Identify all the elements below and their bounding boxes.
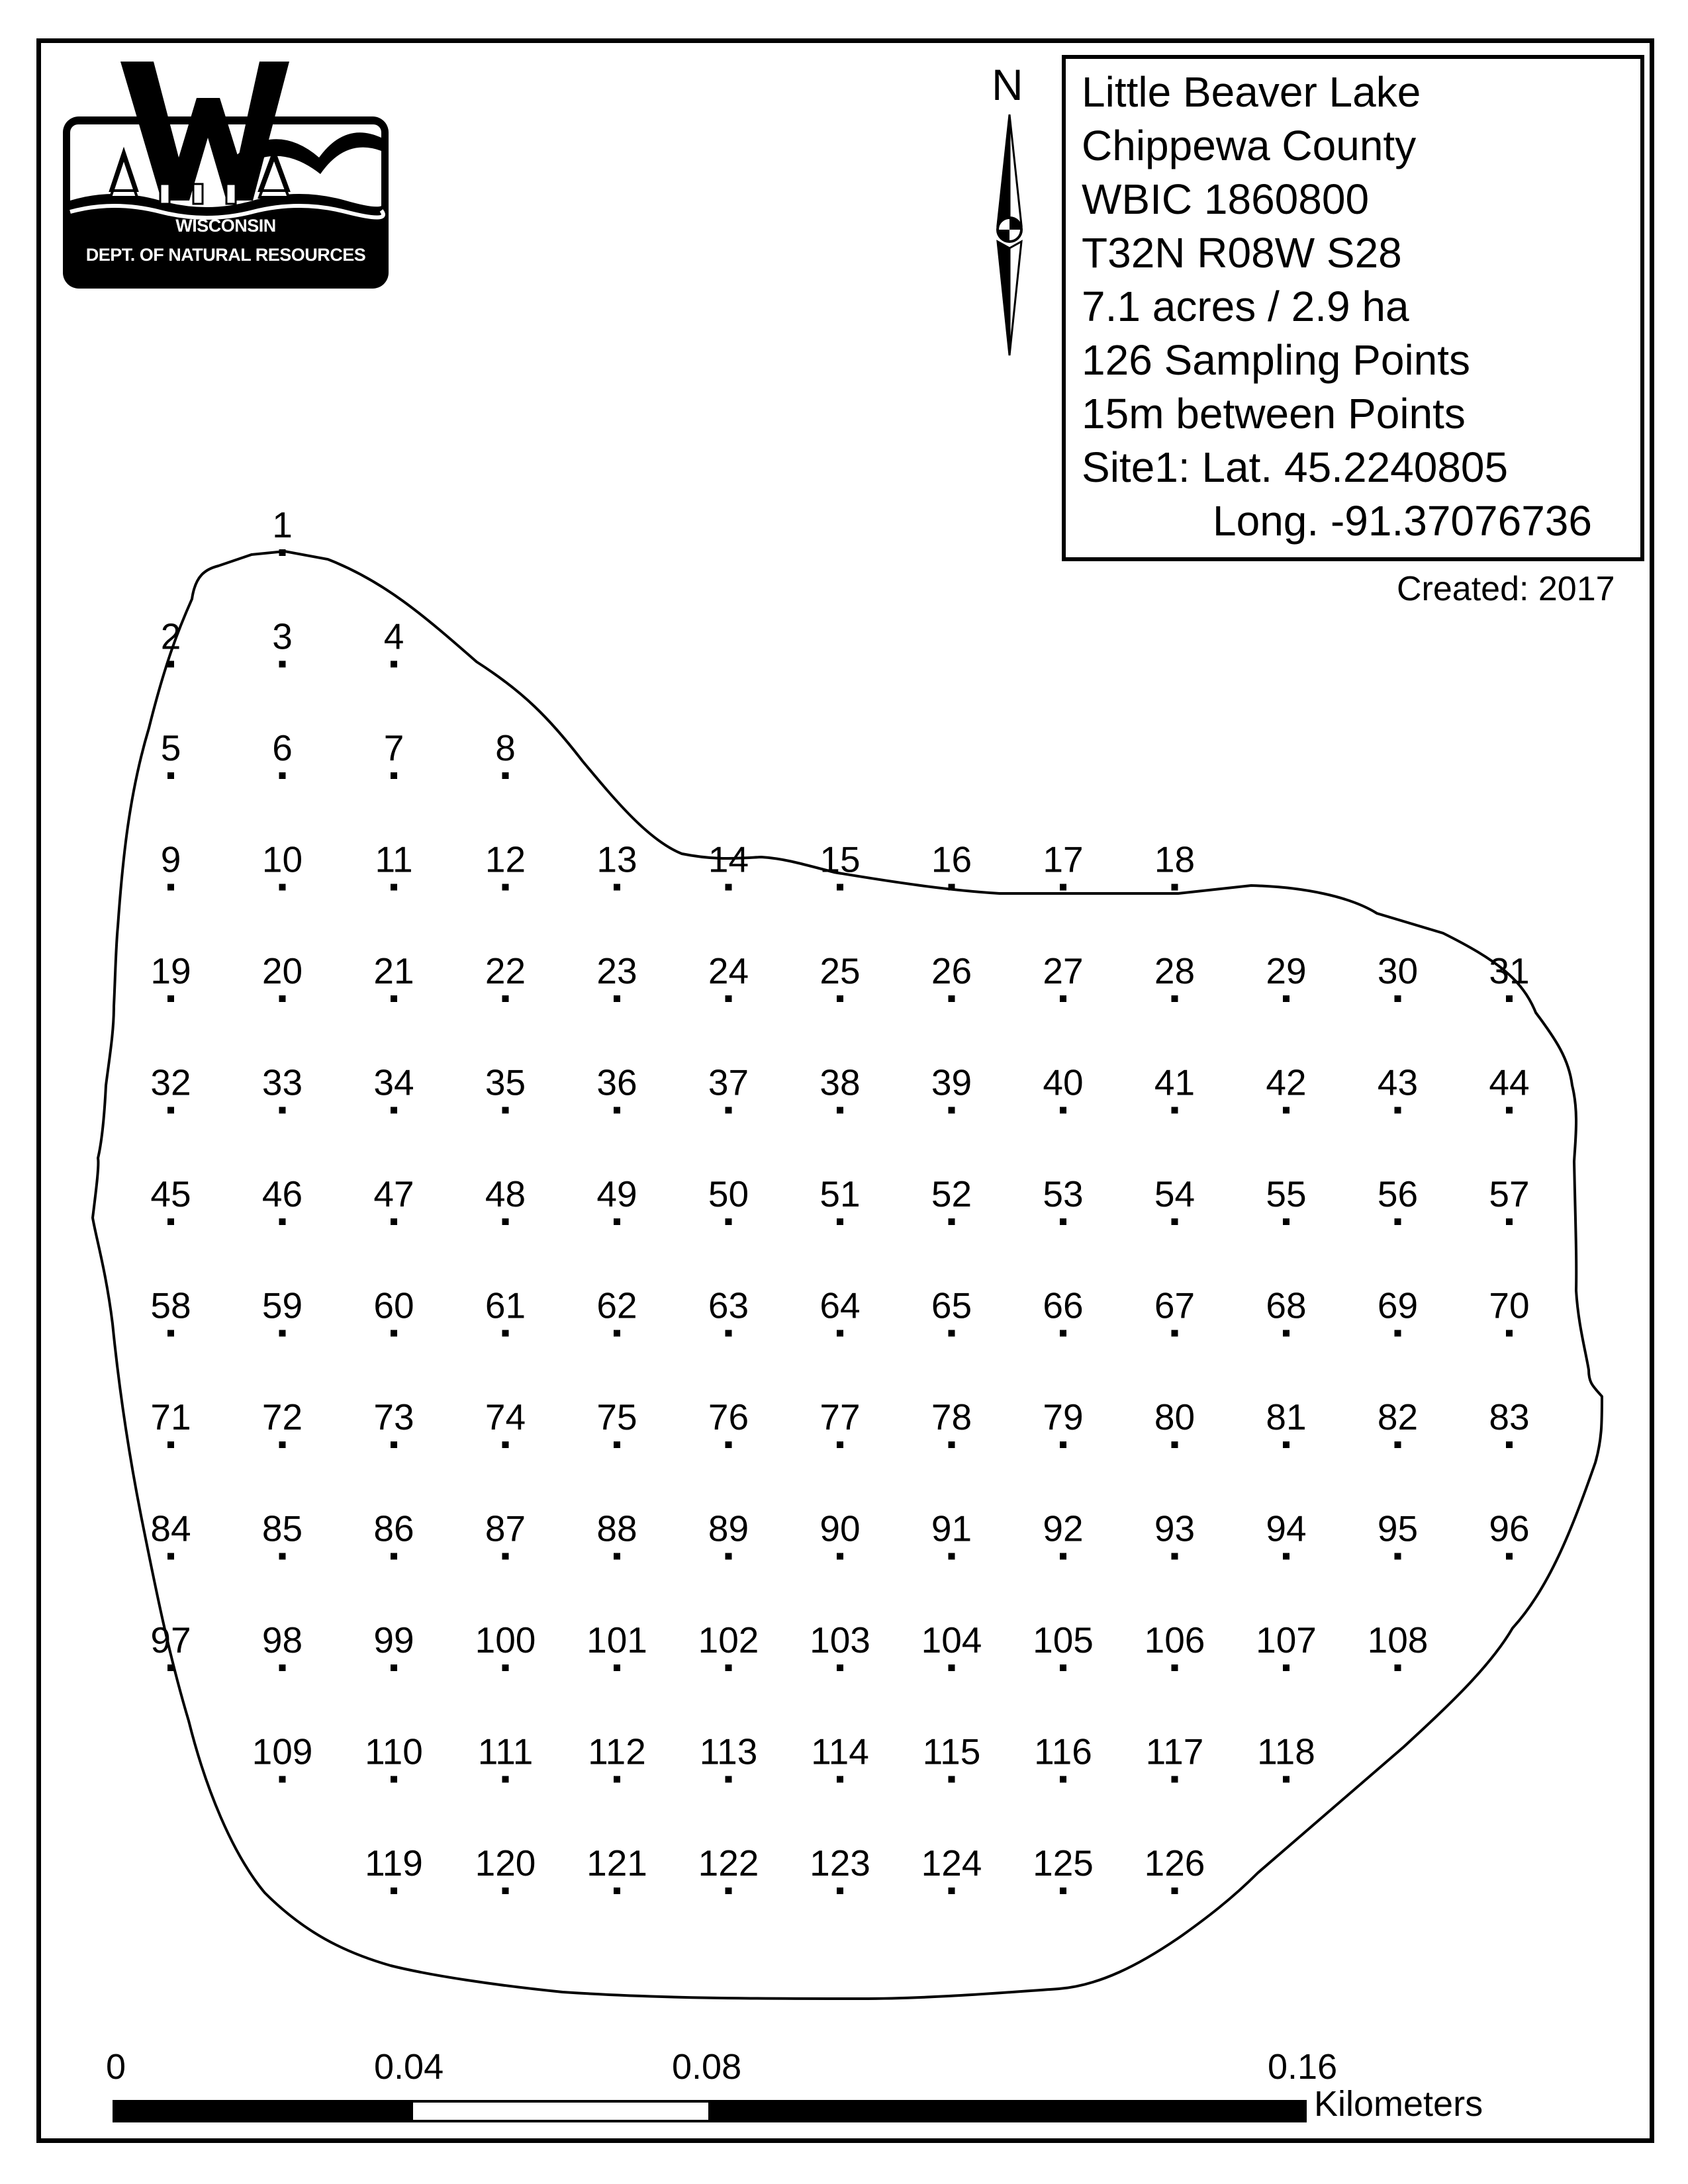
- sampling-point-label-36: 36: [596, 1062, 637, 1103]
- north-arrow-label: N: [992, 60, 1023, 109]
- sampling-point-label-33: 33: [261, 1062, 303, 1103]
- sampling-point-label-73: 73: [373, 1396, 414, 1437]
- sampling-point-marker-79: [1060, 1441, 1066, 1448]
- sampling-point-marker-27: [1060, 995, 1066, 1002]
- sampling-point-label-19: 19: [150, 950, 191, 991]
- sampling-point-label-116: 116: [1034, 1731, 1092, 1772]
- sampling-point-marker-24: [726, 995, 732, 1002]
- sampling-point-marker-77: [837, 1441, 843, 1448]
- sampling-point-marker-9: [167, 884, 174, 891]
- sampling-point-marker-110: [391, 1776, 397, 1783]
- sampling-point-label-3: 3: [272, 615, 293, 657]
- sampling-point-label-46: 46: [261, 1173, 303, 1214]
- sampling-point-marker-57: [1506, 1218, 1513, 1225]
- sampling-point-marker-3: [279, 661, 286, 668]
- sampling-point-marker-119: [391, 1888, 397, 1894]
- sampling-point-label-68: 68: [1266, 1285, 1307, 1326]
- sampling-point-marker-64: [837, 1330, 843, 1337]
- scale-tick-1: 0.04: [374, 2047, 444, 2087]
- point-spacing: 15m between Points: [1082, 390, 1466, 437]
- sampling-point-marker-35: [502, 1107, 509, 1114]
- scale-bar-segment-1: [114, 2101, 412, 2121]
- sampling-point-marker-44: [1506, 1107, 1513, 1114]
- logo-text-dnr: DEPT. OF NATURAL RESOURCES: [85, 245, 366, 265]
- sampling-point-marker-78: [949, 1441, 955, 1448]
- sampling-point-marker-123: [837, 1888, 843, 1894]
- sampling-point-marker-121: [614, 1888, 620, 1894]
- sampling-point-marker-93: [1172, 1553, 1178, 1560]
- sampling-point-label-38: 38: [820, 1062, 861, 1103]
- sampling-point-marker-42: [1283, 1107, 1289, 1114]
- sampling-point-marker-31: [1506, 995, 1513, 1002]
- sampling-point-marker-55: [1283, 1218, 1289, 1225]
- sampling-point-marker-107: [1283, 1664, 1289, 1671]
- sampling-point-marker-108: [1395, 1664, 1401, 1671]
- sampling-point-label-76: 76: [708, 1396, 749, 1437]
- sampling-point-label-41: 41: [1154, 1062, 1196, 1103]
- sampling-point-label-15: 15: [820, 839, 861, 880]
- sampling-point-marker-83: [1506, 1441, 1513, 1448]
- sampling-point-marker-59: [279, 1330, 286, 1337]
- sampling-point-label-120: 120: [475, 1843, 536, 1884]
- sampling-point-marker-25: [837, 995, 843, 1002]
- sampling-point-marker-23: [614, 995, 620, 1002]
- sampling-point-label-85: 85: [261, 1508, 303, 1549]
- sampling-point-label-28: 28: [1154, 950, 1196, 991]
- sampling-point-marker-72: [279, 1441, 286, 1448]
- sampling-point-label-79: 79: [1043, 1396, 1084, 1437]
- sampling-point-marker-56: [1395, 1218, 1401, 1225]
- sampling-point-label-124: 124: [921, 1843, 982, 1884]
- sampling-point-marker-18: [1172, 884, 1178, 891]
- sampling-point-label-74: 74: [485, 1396, 526, 1437]
- sampling-point-marker-125: [1060, 1888, 1066, 1894]
- sampling-point-label-80: 80: [1154, 1396, 1196, 1437]
- sampling-point-marker-38: [837, 1107, 843, 1114]
- sampling-point-marker-81: [1283, 1441, 1289, 1448]
- sampling-point-label-61: 61: [485, 1285, 526, 1326]
- sampling-point-marker-68: [1283, 1330, 1289, 1337]
- sampling-point-label-90: 90: [820, 1508, 861, 1549]
- sampling-point-count: 126 Sampling Points: [1082, 336, 1471, 384]
- sampling-point-label-17: 17: [1043, 839, 1084, 880]
- sampling-point-label-102: 102: [698, 1619, 759, 1661]
- sampling-point-label-54: 54: [1154, 1173, 1196, 1214]
- sampling-point-marker-46: [279, 1218, 286, 1225]
- sampling-point-marker-58: [167, 1330, 174, 1337]
- sampling-point-marker-15: [837, 884, 843, 891]
- sampling-point-label-100: 100: [475, 1619, 536, 1661]
- sampling-point-label-97: 97: [150, 1619, 191, 1661]
- sampling-point-marker-105: [1060, 1664, 1066, 1671]
- sampling-point-marker-22: [502, 995, 509, 1002]
- sampling-point-label-60: 60: [373, 1285, 414, 1326]
- sampling-point-marker-29: [1283, 995, 1289, 1002]
- sampling-point-marker-82: [1395, 1441, 1401, 1448]
- sampling-point-label-123: 123: [810, 1843, 870, 1884]
- sampling-point-marker-99: [391, 1664, 397, 1671]
- sampling-point-marker-90: [837, 1553, 843, 1560]
- sampling-point-marker-1: [279, 549, 286, 556]
- sampling-point-label-55: 55: [1266, 1173, 1307, 1214]
- sampling-point-label-59: 59: [261, 1285, 303, 1326]
- sampling-point-marker-11: [391, 884, 397, 891]
- sampling-point-label-45: 45: [150, 1173, 191, 1214]
- sampling-point-marker-70: [1506, 1330, 1513, 1337]
- sampling-point-marker-5: [167, 772, 174, 779]
- sampling-point-marker-54: [1172, 1218, 1178, 1225]
- sampling-point-label-49: 49: [596, 1173, 637, 1214]
- sampling-point-marker-60: [391, 1330, 397, 1337]
- sampling-point-marker-98: [279, 1664, 286, 1671]
- sampling-point-label-10: 10: [261, 839, 303, 880]
- sampling-point-marker-19: [167, 995, 174, 1002]
- sampling-point-label-24: 24: [708, 950, 749, 991]
- sampling-point-label-26: 26: [931, 950, 972, 991]
- sampling-point-label-93: 93: [1154, 1508, 1196, 1549]
- sampling-point-marker-51: [837, 1218, 843, 1225]
- sampling-point-label-75: 75: [596, 1396, 637, 1437]
- sampling-point-marker-67: [1172, 1330, 1178, 1337]
- sampling-point-marker-101: [614, 1664, 620, 1671]
- site-longitude: Long. -91.37076736: [1213, 497, 1592, 545]
- sampling-point-marker-71: [167, 1441, 174, 1448]
- sampling-point-label-110: 110: [365, 1731, 423, 1772]
- sampling-point-marker-89: [726, 1553, 732, 1560]
- sampling-point-label-56: 56: [1377, 1173, 1419, 1214]
- sampling-point-label-106: 106: [1144, 1619, 1205, 1661]
- sampling-point-label-114: 114: [811, 1731, 869, 1772]
- sampling-point-marker-52: [949, 1218, 955, 1225]
- sampling-point-label-89: 89: [708, 1508, 749, 1549]
- sampling-point-marker-40: [1060, 1107, 1066, 1114]
- sampling-point-marker-45: [167, 1218, 174, 1225]
- sampling-point-marker-36: [614, 1107, 620, 1114]
- lake-shoreline: [93, 551, 1602, 1999]
- scale-tick-0: 0: [106, 2047, 126, 2087]
- sampling-point-label-12: 12: [485, 839, 526, 880]
- sampling-point-marker-21: [391, 995, 397, 1002]
- sampling-point-label-111: 111: [477, 1731, 534, 1772]
- sampling-point-marker-34: [391, 1107, 397, 1114]
- sampling-point-marker-102: [726, 1664, 732, 1671]
- sampling-point-label-29: 29: [1266, 950, 1307, 991]
- sampling-point-marker-30: [1395, 995, 1401, 1002]
- sampling-point-marker-16: [949, 884, 955, 891]
- sampling-points-layer: [150, 504, 1529, 1894]
- sampling-point-label-125: 125: [1033, 1843, 1094, 1884]
- sampling-point-label-91: 91: [931, 1508, 972, 1549]
- sampling-point-label-87: 87: [485, 1508, 526, 1549]
- sampling-point-label-47: 47: [373, 1173, 414, 1214]
- sampling-point-label-52: 52: [931, 1173, 972, 1214]
- scale-bar: [114, 2101, 1305, 2121]
- sampling-point-label-64: 64: [820, 1285, 861, 1326]
- sampling-point-label-42: 42: [1266, 1062, 1307, 1103]
- sampling-point-label-78: 78: [931, 1396, 972, 1437]
- sampling-point-marker-94: [1283, 1553, 1289, 1560]
- sampling-point-label-58: 58: [150, 1285, 191, 1326]
- sampling-point-marker-37: [726, 1107, 732, 1114]
- sampling-point-label-83: 83: [1489, 1396, 1530, 1437]
- sampling-point-marker-41: [1172, 1107, 1178, 1114]
- sampling-point-label-98: 98: [261, 1619, 303, 1661]
- sampling-point-marker-88: [614, 1553, 620, 1560]
- sampling-point-marker-48: [502, 1218, 509, 1225]
- sampling-point-marker-74: [502, 1441, 509, 1448]
- sampling-point-marker-32: [167, 1107, 174, 1114]
- sampling-point-marker-66: [1060, 1330, 1066, 1337]
- sampling-point-label-4: 4: [383, 615, 404, 657]
- sampling-point-marker-80: [1172, 1441, 1178, 1448]
- sampling-point-marker-43: [1395, 1107, 1401, 1114]
- sampling-point-label-34: 34: [373, 1062, 414, 1103]
- sampling-point-label-113: 113: [699, 1731, 758, 1772]
- sampling-point-marker-112: [614, 1776, 620, 1783]
- sampling-point-marker-47: [391, 1218, 397, 1225]
- sampling-point-label-105: 105: [1033, 1619, 1094, 1661]
- sampling-point-label-25: 25: [820, 950, 861, 991]
- sampling-point-label-6: 6: [272, 727, 293, 768]
- sampling-point-marker-6: [279, 772, 286, 779]
- plss-location: T32N R08W S28: [1082, 229, 1402, 277]
- sampling-point-label-16: 16: [931, 839, 972, 880]
- sampling-point-marker-126: [1172, 1888, 1178, 1894]
- sampling-point-label-117: 117: [1145, 1731, 1204, 1772]
- sampling-point-label-50: 50: [708, 1173, 749, 1214]
- sampling-point-label-101: 101: [586, 1619, 647, 1661]
- sampling-point-label-18: 18: [1154, 839, 1196, 880]
- sampling-point-marker-87: [502, 1553, 509, 1560]
- sampling-point-marker-65: [949, 1330, 955, 1337]
- sampling-point-marker-124: [949, 1888, 955, 1894]
- sampling-point-label-112: 112: [588, 1731, 646, 1772]
- sampling-point-marker-73: [391, 1441, 397, 1448]
- sampling-point-label-14: 14: [708, 839, 749, 880]
- sampling-point-label-86: 86: [373, 1508, 414, 1549]
- sampling-point-label-48: 48: [485, 1173, 526, 1214]
- sampling-point-label-1: 1: [272, 504, 293, 545]
- lake-name: Little Beaver Lake: [1082, 68, 1421, 116]
- sampling-point-label-57: 57: [1489, 1173, 1530, 1214]
- sampling-point-marker-113: [726, 1776, 732, 1783]
- sampling-point-label-63: 63: [708, 1285, 749, 1326]
- sampling-point-label-30: 30: [1377, 950, 1419, 991]
- sampling-point-label-121: 121: [586, 1843, 647, 1884]
- sampling-point-label-11: 11: [375, 839, 413, 880]
- sampling-point-label-72: 72: [261, 1396, 303, 1437]
- sampling-point-marker-118: [1283, 1776, 1289, 1783]
- sampling-point-marker-84: [167, 1553, 174, 1560]
- sampling-point-label-67: 67: [1154, 1285, 1196, 1326]
- scale-bar-segment-3: [710, 2101, 1305, 2121]
- sampling-point-label-104: 104: [921, 1619, 982, 1661]
- sampling-point-marker-39: [949, 1107, 955, 1114]
- sampling-point-label-84: 84: [150, 1508, 191, 1549]
- sampling-point-label-81: 81: [1266, 1396, 1307, 1437]
- site-latitude: Site1: Lat. 45.2240805: [1082, 443, 1509, 491]
- sampling-point-label-39: 39: [931, 1062, 972, 1103]
- sampling-point-label-92: 92: [1043, 1508, 1084, 1549]
- sampling-point-marker-69: [1395, 1330, 1401, 1337]
- sampling-point-label-94: 94: [1266, 1508, 1307, 1549]
- sampling-point-label-70: 70: [1489, 1285, 1530, 1326]
- sampling-point-label-20: 20: [261, 950, 303, 991]
- sampling-point-label-43: 43: [1377, 1062, 1419, 1103]
- sampling-point-marker-14: [726, 884, 732, 891]
- sampling-point-label-118: 118: [1257, 1731, 1315, 1772]
- sampling-point-label-53: 53: [1043, 1173, 1084, 1214]
- sampling-point-label-95: 95: [1377, 1508, 1419, 1549]
- sampling-point-label-2: 2: [160, 615, 181, 657]
- sampling-point-label-7: 7: [383, 727, 404, 768]
- sampling-point-label-51: 51: [820, 1173, 861, 1214]
- logo-text-wisconsin: WISCONSIN: [175, 216, 276, 236]
- sampling-point-marker-95: [1395, 1553, 1401, 1560]
- sampling-point-marker-8: [502, 772, 509, 779]
- sampling-point-marker-13: [614, 884, 620, 891]
- sampling-point-label-122: 122: [698, 1843, 759, 1884]
- sampling-point-marker-111: [502, 1776, 509, 1783]
- sampling-point-label-77: 77: [820, 1396, 861, 1437]
- sampling-point-marker-96: [1506, 1553, 1513, 1560]
- sampling-point-label-88: 88: [596, 1508, 637, 1549]
- scale-bar-segment-2: [412, 2101, 710, 2121]
- sampling-point-marker-85: [279, 1553, 286, 1560]
- sampling-point-label-40: 40: [1043, 1062, 1084, 1103]
- sampling-point-label-99: 99: [373, 1619, 414, 1661]
- sampling-point-marker-12: [502, 884, 509, 891]
- sampling-point-marker-91: [949, 1553, 955, 1560]
- sampling-point-label-31: 31: [1489, 950, 1530, 991]
- sampling-point-marker-7: [391, 772, 397, 779]
- sampling-point-label-109: 109: [252, 1731, 313, 1772]
- sampling-point-marker-4: [391, 661, 397, 668]
- sampling-point-marker-92: [1060, 1553, 1066, 1560]
- sampling-point-marker-2: [167, 661, 174, 668]
- sampling-point-label-22: 22: [485, 950, 526, 991]
- sampling-point-marker-117: [1172, 1776, 1178, 1783]
- sampling-point-label-65: 65: [931, 1285, 972, 1326]
- sampling-point-marker-97: [167, 1664, 174, 1671]
- sampling-point-label-9: 9: [160, 839, 181, 880]
- sampling-point-marker-114: [837, 1776, 843, 1783]
- sampling-point-label-69: 69: [1377, 1285, 1419, 1326]
- sampling-point-label-103: 103: [810, 1619, 870, 1661]
- sampling-point-marker-104: [949, 1664, 955, 1671]
- sampling-point-marker-100: [502, 1664, 509, 1671]
- sampling-point-marker-50: [726, 1218, 732, 1225]
- sampling-point-marker-115: [949, 1776, 955, 1783]
- sampling-point-marker-61: [502, 1330, 509, 1337]
- scale-tick-3: 0.16: [1268, 2047, 1338, 2087]
- sampling-point-label-71: 71: [150, 1396, 191, 1437]
- created-date: Created: 2017: [1397, 570, 1615, 608]
- sampling-point-label-62: 62: [596, 1285, 637, 1326]
- sampling-point-marker-26: [949, 995, 955, 1002]
- sampling-point-label-126: 126: [1144, 1843, 1205, 1884]
- sampling-point-marker-17: [1060, 884, 1066, 891]
- sampling-point-marker-106: [1172, 1664, 1178, 1671]
- sampling-point-label-23: 23: [596, 950, 637, 991]
- sampling-point-label-37: 37: [708, 1062, 749, 1103]
- sampling-point-label-115: 115: [922, 1731, 981, 1772]
- lake-area: 7.1 acres / 2.9 ha: [1082, 283, 1409, 330]
- sampling-point-label-66: 66: [1043, 1285, 1084, 1326]
- sampling-point-label-13: 13: [596, 839, 637, 880]
- sampling-point-label-119: 119: [365, 1843, 423, 1884]
- sampling-point-marker-33: [279, 1107, 286, 1114]
- sampling-point-label-35: 35: [485, 1062, 526, 1103]
- sampling-point-marker-103: [837, 1664, 843, 1671]
- sampling-point-marker-109: [279, 1776, 286, 1783]
- sampling-point-label-96: 96: [1489, 1508, 1530, 1549]
- sampling-point-marker-20: [279, 995, 286, 1002]
- sampling-point-marker-76: [726, 1441, 732, 1448]
- sampling-point-marker-10: [279, 884, 286, 891]
- sampling-point-label-27: 27: [1043, 950, 1084, 991]
- sampling-point-label-21: 21: [373, 950, 414, 991]
- sampling-point-label-8: 8: [495, 727, 516, 768]
- sampling-point-label-107: 107: [1256, 1619, 1317, 1661]
- scale-unit-label: Kilometers: [1314, 2084, 1483, 2124]
- sampling-point-label-82: 82: [1377, 1396, 1419, 1437]
- sampling-point-marker-75: [614, 1441, 620, 1448]
- sampling-point-marker-62: [614, 1330, 620, 1337]
- sampling-point-marker-63: [726, 1330, 732, 1337]
- sampling-point-marker-28: [1172, 995, 1178, 1002]
- wbic-code: WBIC 1860800: [1082, 175, 1370, 223]
- scale-tick-2: 0.08: [672, 2047, 742, 2087]
- sampling-point-marker-86: [391, 1553, 397, 1560]
- sampling-point-marker-116: [1060, 1776, 1066, 1783]
- sampling-point-label-44: 44: [1489, 1062, 1530, 1103]
- sampling-point-label-5: 5: [160, 727, 181, 768]
- sampling-point-marker-122: [726, 1888, 732, 1894]
- sampling-point-label-32: 32: [150, 1062, 191, 1103]
- county-name: Chippewa County: [1082, 122, 1417, 169]
- sampling-point-marker-120: [502, 1888, 509, 1894]
- sampling-point-marker-53: [1060, 1218, 1066, 1225]
- sampling-point-label-108: 108: [1367, 1619, 1429, 1661]
- sampling-point-marker-49: [614, 1218, 620, 1225]
